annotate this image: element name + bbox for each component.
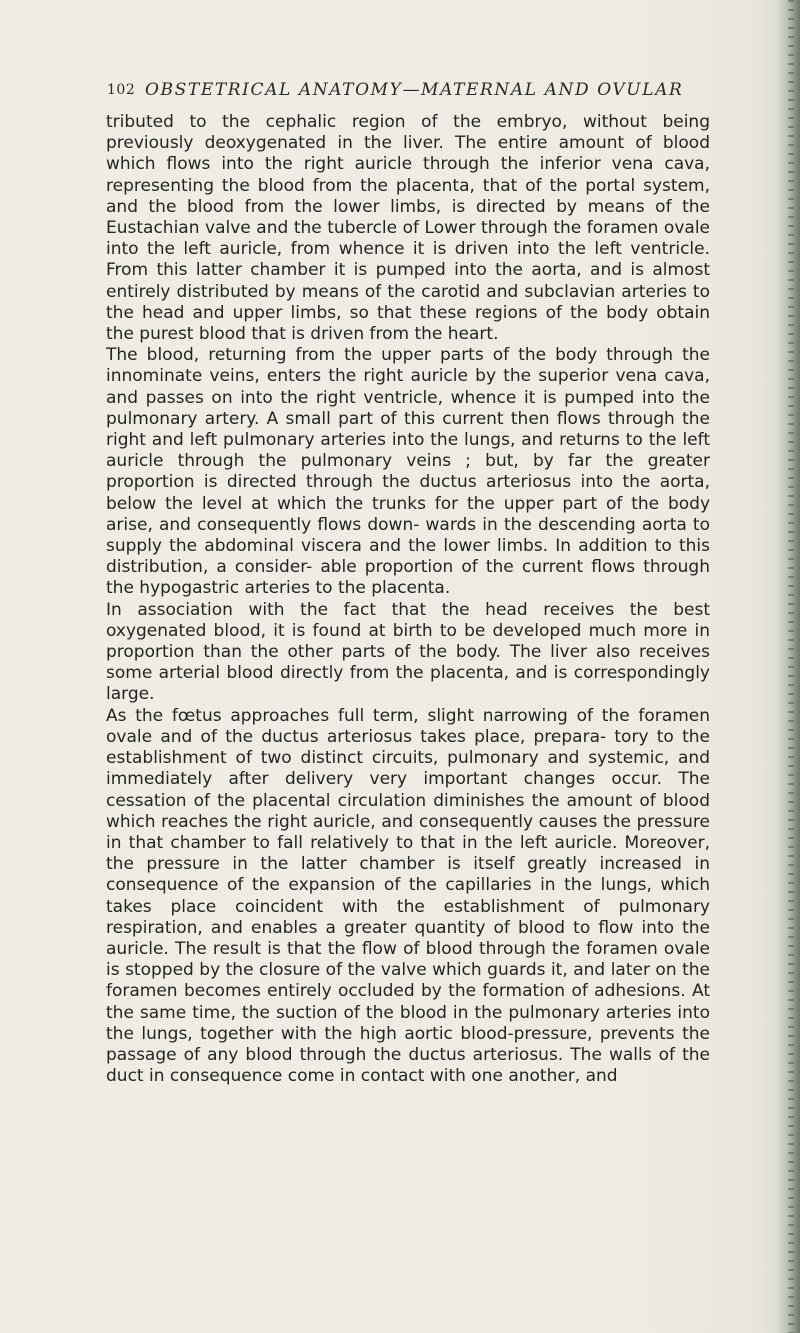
page-header [107,80,707,104]
paragraph: As the fœtus approaches full term, slight narrowing of the foramen ovale and of the ductus arteriosus takes place, prepara- tory to the establishment of two distinct circuits, pulmonary and systemic, and immediately after delivery very important changes occur. The cessation of the placental circulation diminishes the amount of blood which reaches the right auricle, and consequently causes the pressure in that chamber to fall relatively to that in the left auricle. Moreover, the pressure in the latter chamber is itself greatly increased in consequence of the expansion of the capillaries in the lungs, which takes place coincident with the establishment of pulmonary respiration, and enables a greater quantity of blood to flow into the auricle. The result is that the flow of blood through the foramen ovale is stopped by the closure of the valve which guards it, and later on the foramen becomes entirely occluded by the formation of adhesions. At the same time, the suction of the blood in the pulmonary arteries into the lungs, together with the high aortic blood-pressure, prevents the passage of any blood through the ductus arteriosus. The walls of the duct in consequence come in contact with one another, and [106,705,710,1087]
paragraph: In association with the fact that the head receives the best oxygenated blood, it is found at birth to be developed much more in proportion than the other parts of the body. The liver also receives some arterial blood directly from the placenta, and is correspondingly large. [106,599,710,705]
page-edge-texture [788,0,794,1333]
page-number: 102 [107,82,136,98]
paragraph: The blood, returning from the upper parts of the body through the innominate veins, enters the right auricle by the superior vena cava, and passes on into the right ventricle, whence it is pumped into the pulmonary artery. A small part of this current then flows through the right and left pulmonary arteries into the lungs, and returns to the left auricle through the pulmonary veins ; but, by far the greater proportion is directed through the ductus arteriosus into the aorta, below the level at which the trunks for the upper part of the body arise, and consequently flows down- wards in the descending aorta to supply the abdominal viscera and the lower limbs. In addition to this distribution, a consider- able proportion of the current flows through the hypogastric arteries to the placenta. [106,345,710,599]
body-text [106,112,710,1087]
running-head: OBSTETRICAL ANATOMY—MATERNAL AND OVULAR [145,80,684,100]
paragraph: tributed to the cephalic region of the embryo, without being previously deoxygenated in the liver. The entire amount of blood which flows into the right auricle through the inferior vena cava, representing the blood from the placenta, that of the portal system, and the blood from the lower limbs, is directed by means of the Eustachian valve and the tubercle of Lower through the foramen ovale into the left auricle, from whence it is driven into the left ventricle. From this latter chamber it is pumped into the aorta, and is almost entirely distributed by means of the carotid and subclavian arteries to the head and upper limbs, so that these regions of the body obtain the purest blood that is driven from the heart. [106,112,710,345]
